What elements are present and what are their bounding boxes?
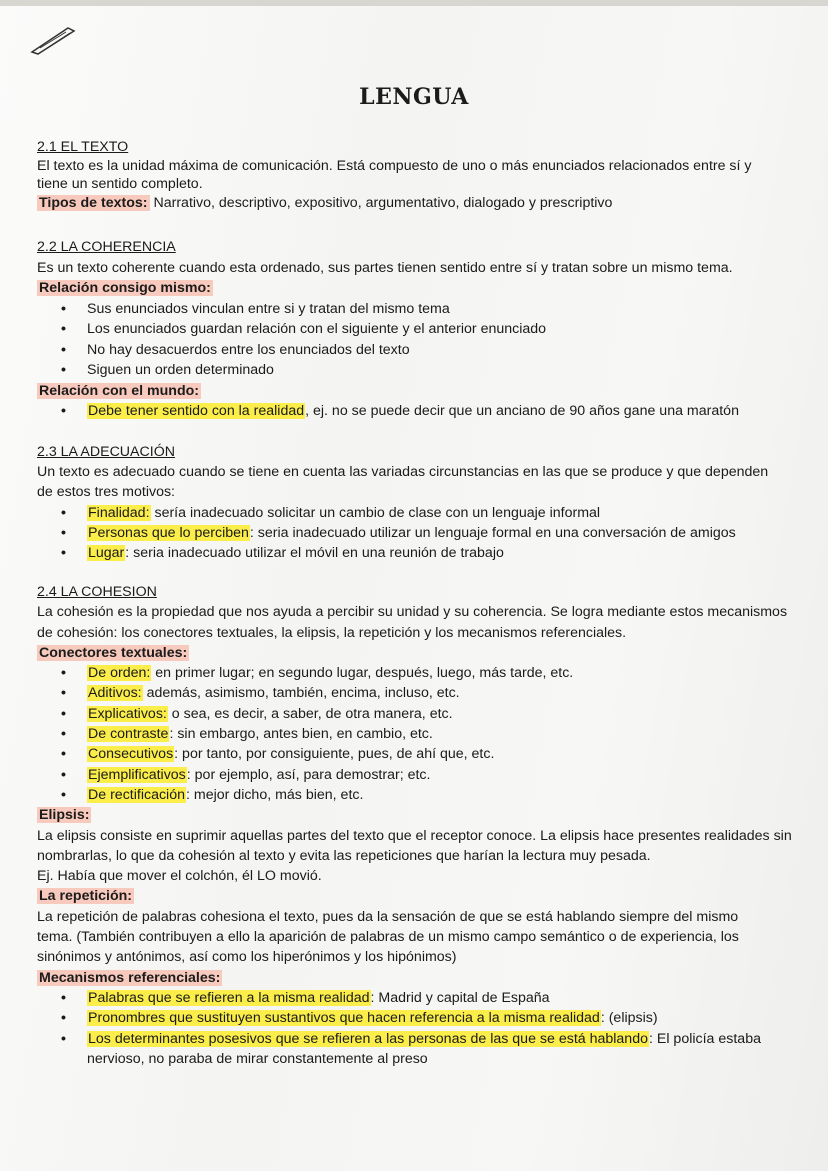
paragraph-line: de cohesión: los conectores textuales, la elipsis, la repetición y los mecanismos referenciales.: [37, 624, 627, 641]
highlight-term: Explicativos:: [88, 705, 167, 722]
paragraph-line: La repetición de palabras cohesiona el texto, pues da la sensación de que se está hablando siempre del mismo: [37, 908, 739, 925]
section-heading: 2.4 LA COHESION: [37, 584, 157, 600]
highlight-term: Lugar: [88, 544, 125, 561]
highlight-label: Conectores textuales:: [39, 644, 188, 661]
highlight-label: Mecanismos referenciales:: [39, 969, 221, 986]
list-item: [37, 744, 817, 764]
paragraph-line: nombrarlas, lo que da cohesión al texto y evita las repeticiones que harían la lectura muy pesada.: [37, 847, 651, 864]
item-text: : mejor dicho, más bien, etc.: [186, 786, 364, 803]
page-title: LENGUA: [359, 84, 469, 110]
paragraph-line: El texto es la unidad máxima de comunicación. Está compuesto de uno o más enunciados relacionados entre sí y: [37, 157, 752, 174]
item-text: o sea, es decir, a saber, de otra manera, etc.: [167, 705, 453, 722]
paragraph-line: tema. (También contribuyen a ello la aparición de palabras de un mismo campo semántico o de experiencia, los: [37, 929, 739, 946]
list-item: • Siguen un orden determinado: [37, 360, 817, 381]
pen-icon: [28, 22, 78, 56]
paragraph-line: La cohesión es la propiedad que nos ayuda a percibir su unidad y su coherencia. Se logra mediante estos mecanismos: [37, 604, 788, 621]
item-text: además, asimismo, también, encima, incluso, etc.: [142, 685, 460, 702]
item-text: : sin embargo, antes bien, en cambio, etc.: [169, 726, 433, 743]
section-heading: 2.2 LA COHERENCIA: [37, 239, 176, 255]
list-item: [37, 765, 817, 785]
item-continuation: nervioso, no paraba de mirar constantemente al preso: [87, 1050, 428, 1067]
paragraph-line: sinónimos y antónimos, así como los hiperónimos y los hipónimos): [37, 949, 457, 966]
item-text: : por tanto, por consiguiente, pues, de ahí que, etc.: [174, 746, 495, 763]
list-item: • Los enunciados guardan relación con el siguiente y el anterior enunciado: [37, 319, 817, 340]
highlight-term: Ejemplificativos: [88, 766, 186, 783]
item-text: en primer lugar; en segundo lugar, después, luego, más tarde, etc.: [151, 665, 574, 682]
highlight-term: Los determinantes posesivos que se refieren a las personas de las que se está hablando: [88, 1030, 648, 1047]
highlight-term: De rectificación: [88, 786, 185, 803]
list-item: [37, 401, 817, 422]
list-item: [37, 543, 817, 563]
list-item: • Sus enunciados vinculan entre si y tratan del mismo tema: [37, 299, 817, 320]
item-text: sería inadecuado solicitar un cambio de clase con un lenguaje informal: [150, 504, 601, 521]
list-item: [37, 523, 817, 543]
highlight-label: Tipos de textos:: [39, 194, 148, 211]
highlight-term: De contraste: [88, 726, 169, 743]
highlight-label: Relación con el mundo:: [39, 382, 200, 399]
highlight-term: Debe tener sentido con la realidad: [88, 403, 305, 419]
highlight-term: Pronombres que sustituyen sustantivos que hacen referencia a la misma realidad: [88, 1010, 600, 1027]
paragraph-line: Un texto es adecuado cuando se tiene en cuenta las variadas circunstancias en las que se produce y que dependen: [37, 464, 769, 481]
list-item: • No hay desacuerdos entre los enunciados del texto: [37, 340, 817, 361]
item-text: : seria inadecuado utilizar un lenguaje formal en una conversación de amigos: [249, 524, 736, 541]
list-item: [37, 785, 817, 805]
item-text: , ej. no se puede decir que un anciano de 90 años gane una maratón: [305, 403, 739, 419]
list-item: [37, 1008, 817, 1028]
list-item: [37, 683, 817, 703]
section-texto: [37, 138, 817, 212]
highlight-label: La repetición:: [39, 888, 133, 905]
types-text: Narrativo, descriptivo, expositivo, argumentativo, dialogado y prescriptivo: [149, 194, 613, 211]
page-edge: [0, 0, 828, 6]
highlight-term: Consecutivos: [88, 746, 174, 763]
paragraph-line: de estos tres motivos:: [37, 484, 175, 501]
highlight-term: Palabras que se refieren a la misma realidad: [88, 989, 370, 1006]
list-item: [37, 503, 817, 523]
item-text: : por ejemplo, así, para demostrar; etc.: [186, 766, 431, 783]
highlight-term: Personas que lo perciben: [88, 524, 249, 541]
paragraph-line: tiene un sentido completo.: [37, 176, 203, 192]
list-item: [37, 988, 817, 1008]
list-item: [37, 724, 817, 744]
highlight-label: Relación consigo mismo:: [39, 280, 211, 296]
list-item: [37, 1029, 817, 1049]
section-heading: 2.3 LA ADECUACIÓN: [37, 444, 175, 460]
highlight-term: Finalidad:: [88, 504, 150, 521]
paragraph-line: La elipsis consiste en suprimir aquellas partes del texto que el receptor conoce. La elipsis hace presentes realidades sin: [37, 827, 792, 844]
item-text: : El policía estaba: [648, 1030, 761, 1047]
section-adecuacion: [37, 442, 817, 563]
paragraph-line: Es un texto coherente cuando esta ordenado, sus partes tienen sentido entre sí y tratan sobre un mismo tema.: [37, 259, 733, 276]
item-text: : (elipsis): [600, 1010, 658, 1027]
item-text: : Madrid y capital de España: [370, 989, 550, 1006]
section-cohesion: [37, 582, 817, 1069]
list-item: [37, 663, 817, 683]
paragraph-line: Ej. Había que mover el colchón, él LO movió.: [37, 868, 322, 885]
item-text: : seria inadecuado utilizar el móvil en una reunión de trabajo: [125, 544, 504, 561]
highlight-term: Aditivos:: [88, 685, 142, 702]
highlight-term: De orden:: [88, 665, 151, 682]
section-coherencia: [37, 237, 817, 422]
list-item: [37, 704, 817, 724]
highlight-label: Elipsis:: [39, 807, 90, 824]
section-heading: 2.1 EL TEXTO: [37, 139, 129, 155]
